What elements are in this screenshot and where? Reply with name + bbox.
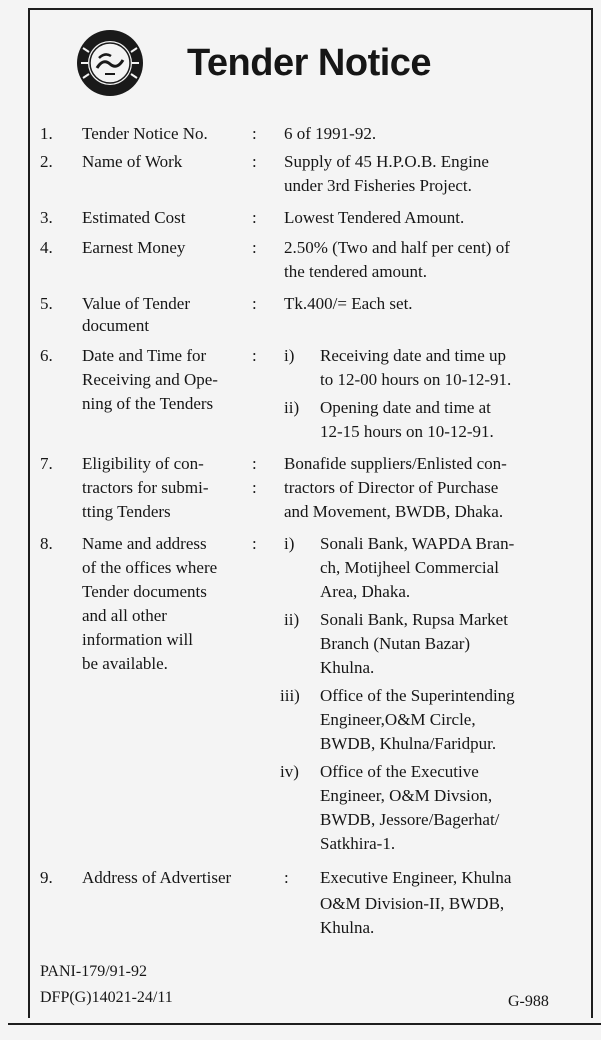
page-title: Tender Notice bbox=[187, 42, 432, 84]
item-3-number: 3. bbox=[40, 208, 53, 227]
item-9-number: 9. bbox=[40, 868, 53, 887]
item-4-number: 4. bbox=[40, 238, 53, 257]
item-8-sub-marker: iv) bbox=[280, 762, 299, 781]
item-9-value-line: Khulna. bbox=[320, 918, 375, 937]
item-7-value-line: Bonafide suppliers/Enlisted con- bbox=[284, 454, 507, 473]
item-3-value: Lowest Tendered Amount. bbox=[284, 208, 465, 227]
item-5-label-line: document bbox=[82, 316, 150, 335]
item-6-sub-line: 12-15 hours on 10-12-91. bbox=[320, 422, 494, 441]
item-8-colon: : bbox=[252, 534, 257, 553]
item-8-sub-line: Area, Dhaka. bbox=[320, 582, 411, 601]
footer-reference: PANI-179/91-92 bbox=[40, 963, 147, 980]
item-7-number: 7. bbox=[40, 454, 53, 473]
item-9-value-line: O&M Division-II, BWDB, bbox=[320, 894, 505, 913]
item-1-value: 6 of 1991-92. bbox=[284, 124, 377, 143]
item-1-number: 1. bbox=[40, 124, 53, 143]
item-4-label: Earnest Money bbox=[82, 238, 186, 257]
item-7-colon: : bbox=[252, 454, 257, 473]
item-7-colon: : bbox=[252, 478, 257, 497]
item-8-sub-line: Office of the Superintending bbox=[320, 686, 515, 705]
item-9-value-line: Executive Engineer, Khulna bbox=[320, 868, 512, 887]
footer-reference: DFP(G)14021-24/11 bbox=[40, 989, 173, 1006]
item-8-sub-line: Sonali Bank, Rupsa Market bbox=[320, 610, 508, 629]
item-2-value-line: under 3rd Fisheries Project. bbox=[284, 176, 472, 195]
government-emblem-icon bbox=[75, 28, 145, 98]
item-2-colon: : bbox=[252, 152, 257, 171]
item-6-number: 6. bbox=[40, 346, 53, 365]
item-7-label-line: tting Tenders bbox=[82, 502, 171, 521]
item-7-value-line: and Movement, BWDB, Dhaka. bbox=[284, 502, 504, 521]
item-6-label-line: ning of the Tenders bbox=[82, 394, 214, 413]
item-8-label-line: of the offices where bbox=[82, 558, 218, 577]
item-3-label: Estimated Cost bbox=[82, 208, 186, 227]
item-8-sub-line: BWDB, Jessore/Bagerhat/ bbox=[320, 810, 500, 829]
footer-code: G-988 bbox=[508, 993, 549, 1010]
item-6-sub-line: Receiving date and time up bbox=[320, 346, 506, 365]
item-8-label-line: and all other bbox=[82, 606, 167, 625]
item-8-label-line: be available. bbox=[82, 654, 168, 673]
item-8-sub-marker: i) bbox=[284, 534, 295, 553]
item-7-value-line: tractors of Director of Purchase bbox=[284, 478, 499, 497]
item-6-sub-marker: ii) bbox=[284, 398, 300, 417]
item-9-colon: : bbox=[284, 868, 289, 887]
item-1-colon: : bbox=[252, 124, 257, 143]
item-5-value: Tk.400/= Each set. bbox=[284, 294, 413, 313]
item-8-sub-line: ch, Motijheel Commercial bbox=[320, 558, 499, 577]
item-6-label-line: Receiving and Ope- bbox=[82, 370, 218, 389]
item-8-label-line: information will bbox=[82, 630, 193, 649]
item-8-label-line: Tender documents bbox=[82, 582, 207, 601]
item-8-sub-line: Engineer, O&M Divsion, bbox=[320, 786, 493, 805]
item-6-colon: : bbox=[252, 346, 257, 365]
notice-header bbox=[75, 28, 431, 98]
item-8-sub-line: Office of the Executive bbox=[320, 762, 479, 781]
item-2-value-line: Supply of 45 H.P.O.B. Engine bbox=[284, 152, 489, 171]
item-8-sub-line: BWDB, Khulna/Faridpur. bbox=[320, 734, 497, 753]
item-8-sub-line: Satkhira-1. bbox=[320, 834, 396, 853]
item-4-value-line: the tendered amount. bbox=[284, 262, 428, 281]
item-8-sub-line: Khulna. bbox=[320, 658, 375, 677]
item-8-sub-marker: iii) bbox=[280, 686, 300, 705]
item-8-sub-line: Branch (Nutan Bazar) bbox=[320, 634, 471, 653]
item-1-label: Tender Notice No. bbox=[82, 124, 208, 143]
item-8-number: 8. bbox=[40, 534, 53, 553]
item-6-label-line: Date and Time for bbox=[82, 346, 207, 365]
item-5-number: 5. bbox=[40, 294, 53, 313]
item-6-sub-marker: i) bbox=[284, 346, 295, 365]
item-2-number: 2. bbox=[40, 152, 53, 171]
item-3-colon: : bbox=[252, 208, 257, 227]
item-9-label: Address of Advertiser bbox=[82, 868, 232, 887]
item-8-sub-line: Sonali Bank, WAPDA Bran- bbox=[320, 534, 515, 553]
item-4-colon: : bbox=[252, 238, 257, 257]
item-5-label-line: Value of Tender bbox=[82, 294, 191, 313]
bottom-rule bbox=[8, 1023, 601, 1025]
item-6-sub-line: to 12-00 hours on 10-12-91. bbox=[320, 370, 512, 389]
item-8-sub-line: Engineer,O&M Circle, bbox=[320, 710, 476, 729]
item-6-sub-line: Opening date and time at bbox=[320, 398, 491, 417]
item-8-sub-marker: ii) bbox=[284, 610, 300, 629]
item-7-label-line: Eligibility of con- bbox=[82, 454, 204, 473]
item-2-label: Name of Work bbox=[82, 152, 183, 171]
item-4-value-line: 2.50% (Two and half per cent) of bbox=[284, 238, 510, 257]
item-8-label-line: Name and address bbox=[82, 534, 207, 553]
item-7-label-line: tractors for submi- bbox=[82, 478, 209, 497]
item-5-colon: : bbox=[252, 294, 257, 313]
